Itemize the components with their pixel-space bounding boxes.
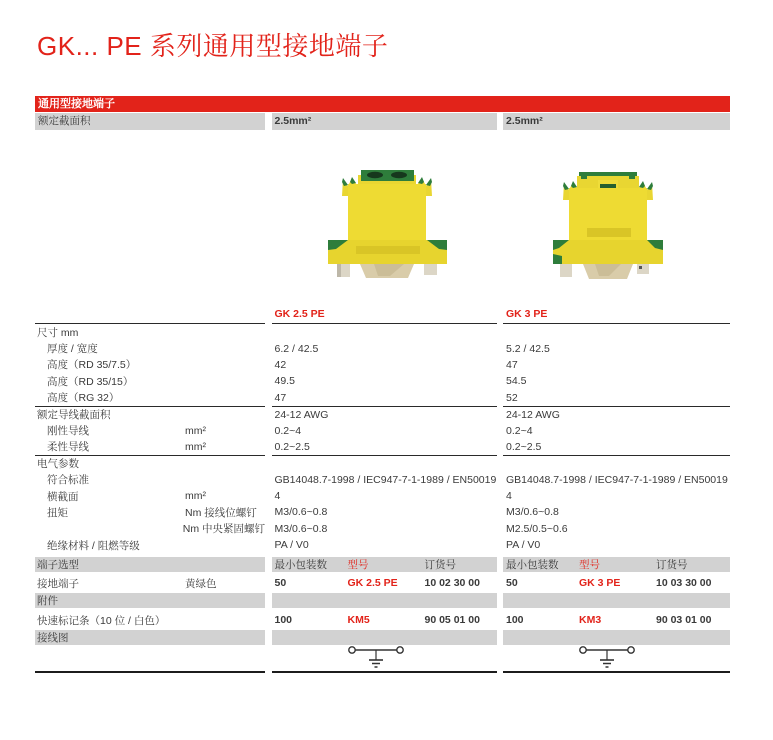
spec-value-gk25: GB14048.7-1998 / IEC947-7-1-1989 / EN50019 [274, 473, 497, 486]
order-header: 订货号 [424, 559, 456, 572]
earth-ground-icon [579, 644, 635, 670]
wiring-diagram-band-cell [503, 630, 730, 645]
model-header: 型号 [347, 559, 369, 572]
ground-terminal-color: 黄绿色 [185, 577, 217, 590]
spec-value-gk3: 54.5 [506, 375, 527, 388]
spec-row-dimensions [35, 324, 730, 340]
spec-row-torque-terminal-screw [35, 504, 730, 520]
section-banner: 通用型接地端子 [35, 96, 730, 112]
spec-value-gk25: 6.2 / 42.5 [274, 342, 319, 355]
spec-value-gk25: 42 [274, 358, 287, 371]
accessories-band-cell [272, 593, 497, 608]
rated-value-gk25: 2.5mm² [272, 113, 497, 130]
spec-value-gk3: PA / V0 [506, 539, 541, 552]
spec-row-torque-center-screw [35, 521, 730, 537]
spec-label: 厚度 / 宽度 [47, 343, 98, 356]
spec-value-gk25: 24-12 AWG [272, 406, 497, 422]
spec-value-gk25: 4 [274, 490, 281, 503]
spec-unit: mm² [185, 440, 206, 453]
pack-qty: 100 [274, 614, 293, 627]
spec-row-insulation [35, 537, 730, 553]
wiring-diagram-row [35, 644, 730, 671]
spec-value-gk3: GB14048.7-1998 / IEC947-7-1-1989 / EN50019 [506, 473, 728, 486]
model-number: KM5 [347, 614, 370, 627]
pack-qty: 50 [274, 577, 287, 590]
spec-value-gk25 [272, 324, 497, 340]
ground-terminal-row [35, 573, 730, 593]
spec-row-height-rd35-75 [35, 357, 730, 373]
order-number: 10 02 30 00 [424, 577, 480, 590]
spec-label: 电气参数 [37, 458, 79, 471]
ground-terminal-values-gk25 [272, 577, 497, 589]
spec-row-electrical-params [35, 455, 730, 471]
accessories-band-cell [503, 593, 730, 608]
spec-row-standards [35, 472, 730, 488]
model-name-gk25: GK 2.5 PE [272, 305, 497, 324]
wiring-diagram-band [35, 630, 730, 644]
spec-value-gk25: M3/0.6~0.8 [274, 506, 328, 519]
product-photo-gk-3-pe [553, 172, 663, 280]
spec-value-gk3: 47 [506, 358, 518, 371]
spec-unit: mm² [185, 490, 206, 503]
spec-unit: Nm 中央紧固螺钉 [182, 523, 265, 536]
spec-unit: Nm 接线位螺钉 [185, 506, 257, 519]
spec-value-gk25: 0.2~4 [274, 424, 302, 437]
spec-label: 横截面 [47, 490, 79, 503]
spec-row-solid-wire [35, 422, 730, 438]
model-header-row [35, 305, 730, 324]
spec-row-rated-wire-section [35, 406, 730, 422]
product-photo-gk-2-5-pe [328, 170, 447, 278]
spec-row-height-rg32 [35, 390, 730, 406]
spec-value-gk3: 4 [506, 490, 512, 503]
model-number: GK 2.5 PE [347, 577, 398, 590]
wiring-diagram-band-cell [272, 630, 497, 645]
page-title: GK... PE 系列通用型接地端子 [37, 31, 389, 61]
spec-value-gk3: M2.5/0.5~0.6 [506, 522, 568, 535]
pack-qty: 50 [506, 577, 518, 590]
spec-value-gk3 [503, 455, 730, 471]
spec-value-gk3: 0.2~2.5 [506, 440, 542, 453]
model-name-gk3: GK 3 PE [503, 305, 730, 324]
earth-ground-icon [348, 644, 404, 670]
spec-label: 柔性导线 [47, 441, 89, 454]
spec-label: 高度（RD 35/7.5） [47, 359, 137, 372]
spec-row-flexible-wire [35, 439, 730, 455]
marker-strip-values-gk3 [503, 614, 730, 626]
spec-label: 符合标准 [47, 474, 89, 487]
rated-value-gk3: 2.5mm² [503, 113, 730, 130]
model-number: KM3 [579, 614, 602, 627]
table-bottom-rule [35, 671, 730, 674]
spec-label: 高度（RG 32） [47, 392, 120, 405]
qty-header: 最小包装数 [274, 559, 327, 572]
marker-strip-values-gk25 [272, 614, 497, 626]
spec-row-cross-section [35, 488, 730, 504]
order-number: 90 03 01 00 [656, 614, 712, 627]
accessories-band [35, 593, 730, 607]
spec-label: 额定导线截面积 [37, 409, 111, 422]
wiring-diagram-empty-cell [35, 644, 265, 671]
selection-headers-gk3 [503, 557, 730, 572]
spec-row-thickness-width [35, 340, 730, 356]
model-number: GK 3 PE [579, 577, 621, 590]
spec-label: 刚性导线 [47, 425, 89, 438]
ground-terminal-values-gk3 [503, 577, 730, 589]
marker-strip-row [35, 610, 730, 630]
spec-table [35, 305, 730, 674]
spec-value-gk25: M3/0.6~0.8 [274, 522, 328, 535]
order-header: 订货号 [656, 559, 688, 572]
pack-qty: 100 [506, 614, 524, 627]
model-header: 型号 [579, 559, 600, 572]
spec-value-gk3: 52 [506, 391, 518, 404]
rated-label: 额定截面积 [35, 113, 265, 130]
order-number: 10 03 30 00 [656, 577, 712, 590]
spec-value-gk3: 0.2~4 [506, 424, 533, 437]
ground-terminal-label: 接地端子 [37, 577, 79, 590]
spec-value-gk3: M3/0.6~0.8 [506, 506, 559, 519]
order-number: 90 05 01 00 [424, 614, 480, 627]
spec-value-gk3: 24-12 AWG [503, 406, 730, 422]
spec-label: 扭矩 [47, 506, 68, 519]
selection-band-label: 端子选型 [37, 559, 79, 572]
rated-cross-section-row [35, 113, 730, 130]
spec-label: 高度（RD 35/15） [47, 375, 134, 388]
spec-value-gk25 [272, 455, 497, 471]
spec-label: 绝缘材料 / 阻燃等级 [47, 539, 140, 552]
marker-strip-label: 快速标记条（10 位 / 白色） [37, 614, 166, 627]
spec-row-height-rd35-15 [35, 373, 730, 389]
spec-value-gk25: 0.2~2.5 [274, 440, 310, 453]
spec-value-gk3: 5.2 / 42.5 [506, 342, 550, 355]
model-header-spacer [35, 305, 265, 324]
spec-value-gk25: PA / V0 [274, 539, 309, 552]
spec-value-gk25: 49.5 [274, 375, 295, 388]
spec-value-gk3 [503, 324, 730, 340]
accessories-band-label: 附件 [37, 595, 58, 608]
spec-value-gk25: 47 [274, 391, 287, 404]
qty-header: 最小包装数 [506, 559, 559, 572]
selection-band [35, 557, 730, 571]
wiring-diagram-band-label: 接线图 [37, 632, 69, 645]
spec-unit: mm² [185, 424, 206, 437]
spec-label: 尺寸 mm [37, 326, 79, 339]
selection-headers-gk25 [272, 557, 497, 572]
